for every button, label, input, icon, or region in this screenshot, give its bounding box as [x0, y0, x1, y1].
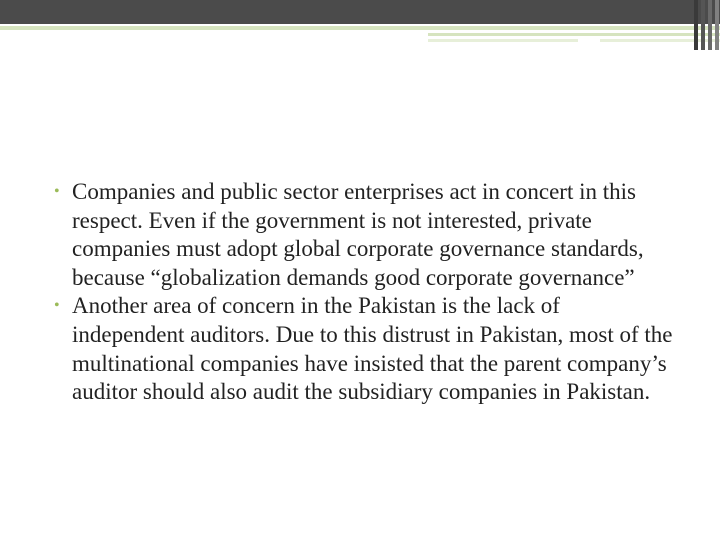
bullet-item	[52, 292, 677, 406]
corner-stripe	[701, 0, 705, 50]
corner-stripes	[692, 0, 720, 50]
accent-line	[428, 33, 720, 36]
bullet-text: Another area of concern in the Pakistan is the lack of independent auditors. Due to this distrust in Pakistan, most of the multinational companies have insisted that the parent company’s auditor should also audit the subsidiary companies in Pakistan.	[72, 293, 673, 405]
bullet-marker: •	[54, 183, 60, 200]
accent-line	[428, 39, 578, 42]
corner-stripe	[708, 0, 712, 50]
slide-body	[52, 178, 677, 407]
corner-stripe	[715, 0, 719, 50]
accent-line	[0, 26, 720, 30]
bullet-item	[52, 178, 677, 292]
slide-top-bar	[0, 0, 720, 24]
bullet-text: Companies and public sector enterprises act in concert in this respect. Even if the government is not interested, private companies must adopt global corporate governance standards, because “globalization demands good corporate governance”	[72, 179, 644, 290]
corner-stripe	[694, 0, 698, 50]
bullet-marker: •	[54, 297, 60, 315]
